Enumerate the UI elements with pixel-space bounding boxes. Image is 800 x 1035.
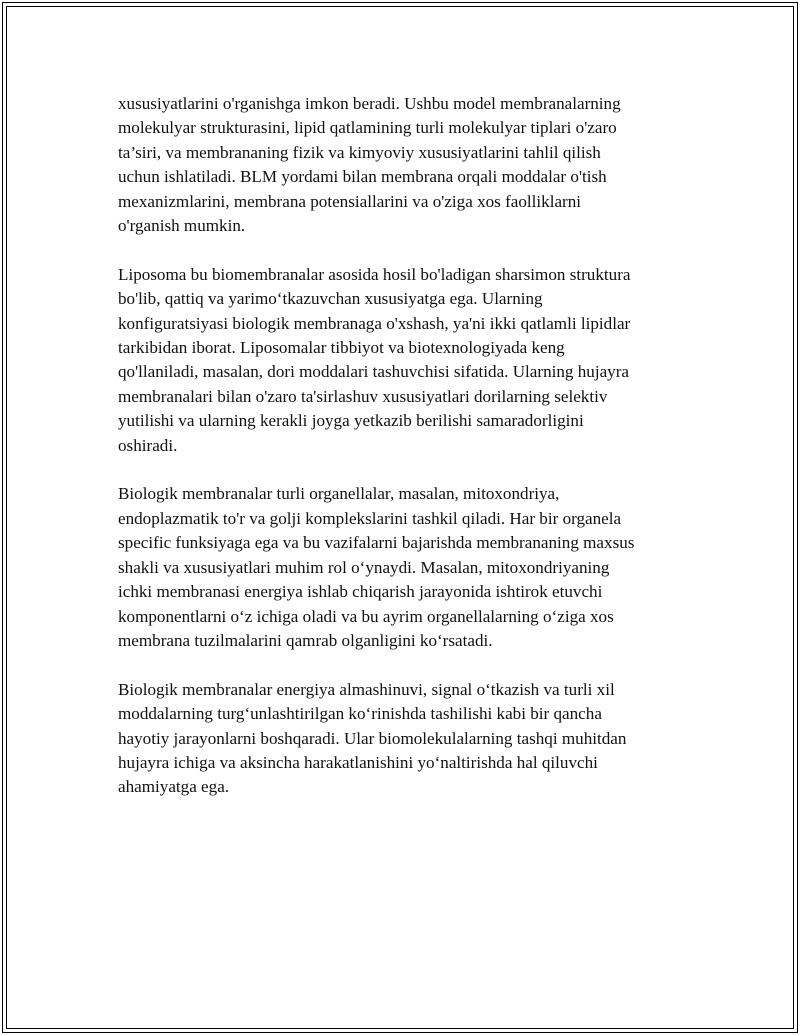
document-body <box>118 92 678 824</box>
text-line: endoplazmatik to'r va golji komplekslarini tashkil qiladi. Har bir organela <box>118 508 622 528</box>
text-line: molekulyar strukturasini, lipid qatlamining turli molekulyar tiplari o'zaro <box>118 118 617 138</box>
text-line: Liposoma bu biomembranalar asosida hosil bo'ladigan sharsimon struktura <box>118 264 631 284</box>
text-line: yutilishi va ularning kerakli joyga yetkazib berilishi samaradorligini <box>118 411 584 431</box>
text-line: ta’siri, va membrananing fizik va kimyoviy xususiyatlarini tahlil qilish <box>118 142 601 162</box>
text-line: oshiradi. <box>118 435 178 455</box>
text-line: hayotiy jarayonlarni boshqaradi. Ular biomolekulalarning tashqi muhitdan <box>118 728 627 748</box>
text-line: o'rganish mumkin. <box>118 216 246 236</box>
text-line: mexanizmlarini, membrana potensiallarini va o'ziga xos faolliklarni <box>118 191 582 211</box>
paragraph-2 <box>118 263 678 458</box>
paragraph-4 <box>118 678 678 800</box>
text-line: moddalarning turg‘unlashtirilgan ko‘rinishda tashilishi kabi bir qancha <box>118 704 602 724</box>
text-line: shakli va xususiyatlari muhim rol o‘ynaydi. Masalan, mitoxondriyaning <box>118 557 610 577</box>
text-line: tarkibidan iborat. Liposomalar tibbiyot va biotexnologiyada keng <box>118 338 565 358</box>
text-line: konfiguratsiyasi biologik membranaga o'xshash, ya'ni ikki qatlamli lipidlar <box>118 313 631 333</box>
text-line: uchun ishlatiladi. BLM yordami bilan membrana orqali moddalar o'tish <box>118 167 607 187</box>
text-line: qo'llaniladi, masalan, dori moddalari tashuvchisi sifatida. Ularning hujayra <box>118 362 630 382</box>
text-line: hujayra ichiga va aksincha harakatlanishini yo‘naltirishda hal qiluvchi <box>118 752 598 772</box>
text-line: membranalari bilan o'zaro ta'sirlashuv xususiyatlari dorilarning selektiv <box>118 386 608 406</box>
text-line: xususiyatlarini o'rganishga imkon beradi. Ushbu model membranalarning <box>118 94 621 113</box>
text-line: bo'lib, qattiq va yarimo‘tkazuvchan xususiyatga ega. Ularning <box>118 289 543 309</box>
text-line: ichki membranasi energiya ishlab chiqarish jarayonida ishtirok etuvchi <box>118 582 603 602</box>
text-line: Biologik membranalar energiya almashinuvi, signal o‘tkazish va turli xil <box>118 679 615 699</box>
paragraph-1 <box>118 92 678 238</box>
text-line: ahamiyatga ega. <box>118 777 230 797</box>
text-line: membrana tuzilmalarini qamrab olganligini ko‘rsatadi. <box>118 630 493 650</box>
text-line: specific funksiyaga ega va bu vazifalarni bajarishda membrananing maxsus <box>118 533 635 553</box>
paragraph-3 <box>118 482 678 653</box>
text-line: Biologik membranalar turli organellalar, masalan, mitoxondriya, <box>118 484 560 504</box>
text-line: komponentlarni o‘z ichiga oladi va bu ayrim organellalarning o‘ziga xos <box>118 606 614 626</box>
